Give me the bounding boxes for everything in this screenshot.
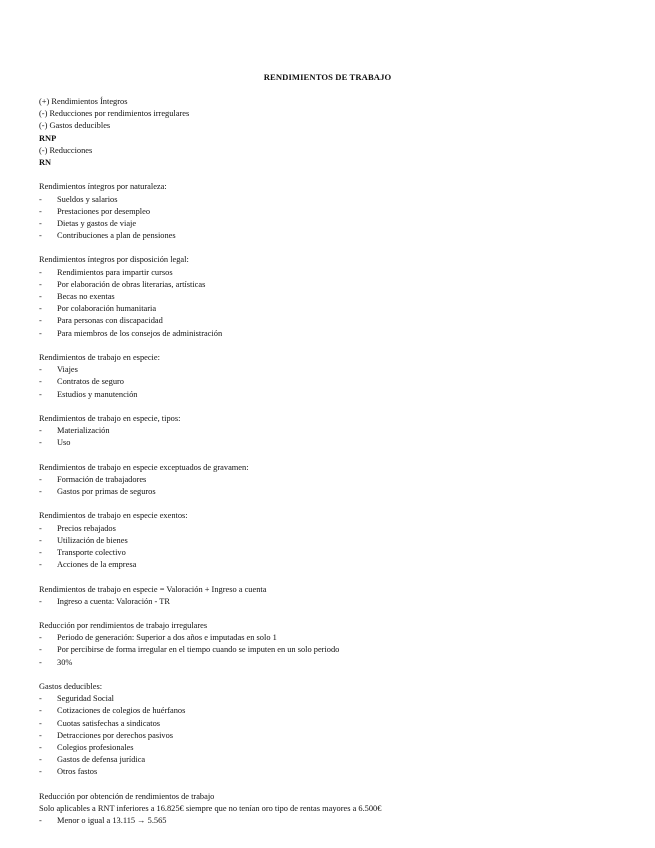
bullet-dash-icon: -: [39, 535, 42, 545]
bullet-list: [39, 693, 629, 778]
section: [39, 254, 629, 339]
list-item-text: Por elaboración de obras literarias, artísticas: [57, 279, 206, 289]
list-item-text: Cuotas satisfechas a sindicatos: [57, 718, 161, 728]
section-heading: Rendimientos íntegros por naturaleza:: [39, 182, 167, 192]
bullet-list: [39, 523, 629, 572]
list-item: [39, 718, 629, 730]
list-item: [39, 279, 629, 291]
bullet-dash-icon: -: [39, 206, 42, 216]
section: [39, 352, 629, 401]
list-item-text: Viajes: [57, 365, 78, 375]
list-item: [39, 766, 629, 778]
list-item-text: Cotizaciones de colegios de huérfanos: [57, 706, 186, 716]
list-item-text: Gastos de defensa jurídica: [57, 755, 146, 765]
sections-container: [39, 181, 629, 827]
intro-total-line: RN: [39, 157, 52, 167]
list-item-text: Estudios y manutención: [57, 389, 138, 399]
list-item: [39, 559, 629, 571]
section-heading: Reducción por obtención de rendimientos de trabajo: [39, 791, 215, 801]
list-item-text: Detracciones por derechos pasivos: [57, 730, 174, 740]
list-item: [39, 754, 629, 766]
list-item: [39, 267, 629, 279]
list-item: [39, 328, 629, 340]
bullet-dash-icon: -: [39, 279, 42, 289]
list-item-text: Materialización: [57, 426, 110, 436]
bullet-list: [39, 474, 629, 498]
list-item-text: Transporte colectivo: [57, 547, 126, 557]
intro-formula-line: (-) Gastos deducibles: [39, 121, 111, 131]
bullet-dash-icon: -: [39, 694, 42, 704]
list-item: [39, 389, 629, 401]
section-heading: Rendimientos de trabajo en especie, tipos:: [39, 413, 181, 423]
bullet-dash-icon: -: [39, 657, 42, 667]
list-item-text: Periodo de generación: Superior a dos años e imputadas en solo 1: [57, 633, 277, 643]
list-item: [39, 291, 629, 303]
list-item-text: Ingreso a cuenta: Valoración - TR: [57, 596, 170, 606]
list-item: [39, 474, 629, 486]
list-item-text: Gastos por primas de seguros: [57, 487, 156, 496]
bullet-dash-icon: -: [39, 718, 42, 728]
list-item-text: Dietas y gastos de viaje: [57, 218, 137, 228]
list-item-text: Para personas con discapacidad: [57, 316, 163, 326]
list-item-text: Por percibirse de forma irregular en el tiempo cuando se imputen en un solo periodo: [57, 645, 340, 655]
section-heading: Rendimientos de trabajo en especie:: [39, 352, 160, 362]
list-item: [39, 705, 629, 717]
list-item: [39, 644, 629, 656]
section: [39, 791, 629, 828]
section-heading: Gastos deducibles:: [39, 682, 103, 691]
bullet-dash-icon: -: [39, 755, 42, 765]
bullet-list: [39, 596, 629, 608]
list-item-text: Contribuciones a plan de pensiones: [57, 231, 176, 241]
intro-formula-line: (+) Rendimientos Íntegros: [39, 97, 128, 106]
list-item: [39, 535, 629, 547]
list-item-text: Utilización de bienes: [57, 535, 128, 545]
list-item: [39, 194, 629, 206]
section: [39, 620, 629, 669]
bullet-dash-icon: -: [39, 767, 42, 777]
document-body: [39, 96, 629, 827]
list-item: [39, 218, 629, 230]
list-item: [39, 315, 629, 327]
document-title: RENDIMIENTOS DE TRABAJO: [263, 72, 392, 82]
list-item-text: 30%: [57, 657, 73, 667]
intro-total-line: RNP: [39, 133, 57, 143]
list-item-text: Becas no exentas: [57, 292, 115, 301]
list-item-text: Por colaboración humanitaria: [57, 304, 157, 314]
list-item: [39, 437, 629, 449]
list-item-text: Prestaciones por desempleo: [57, 206, 151, 216]
list-item: [39, 376, 629, 388]
list-item: [39, 486, 629, 498]
section-heading: Rendimientos de trabajo en especie = Valoración + Ingreso a cuenta: [39, 584, 267, 594]
list-item: [39, 230, 629, 242]
bullet-dash-icon: -: [39, 523, 42, 533]
section-subheading: Solo aplicables a RNT inferiores a 16.825€ siempre que no tenían oro tipo de rentas mayores a 6.500€: [39, 803, 382, 813]
list-item-text: Otros fastos: [57, 767, 98, 777]
list-item-text: Contratos de seguro: [57, 377, 124, 387]
list-item-text: Colegios profesionales: [57, 742, 134, 752]
bullet-dash-icon: -: [39, 438, 42, 448]
bullet-list: [39, 632, 629, 669]
bullet-dash-icon: -: [39, 633, 42, 643]
bullet-dash-icon: -: [39, 474, 42, 484]
list-item-text: Precios rebajados: [57, 523, 116, 533]
bullet-dash-icon: -: [39, 292, 42, 301]
list-item: [39, 742, 629, 754]
list-item-text: Para miembros de los consejos de administración: [57, 328, 223, 338]
bullet-dash-icon: -: [39, 304, 42, 314]
bullet-dash-icon: -: [39, 706, 42, 716]
bullet-list: [39, 815, 629, 827]
bullet-dash-icon: -: [39, 365, 42, 375]
list-item: [39, 523, 629, 535]
list-item-text: Sueldos y salarios: [57, 194, 118, 204]
bullet-list: [39, 425, 629, 449]
section-heading: Reducción por rendimientos de trabajo irregulares: [39, 621, 208, 631]
list-item: [39, 206, 629, 218]
intro-formula-line: (-) Reducciones por rendimientos irregulares: [39, 109, 190, 119]
bullet-dash-icon: -: [39, 231, 42, 241]
list-item: [39, 730, 629, 742]
list-item-text: Seguridad Social: [57, 694, 114, 704]
intro-block: [39, 96, 629, 169]
intro-formula-line: (-) Reducciones: [39, 145, 93, 155]
bullet-dash-icon: -: [39, 560, 42, 570]
section: [39, 681, 629, 779]
list-item: [39, 657, 629, 669]
list-item-text: Menor o igual a 13.115 → 5.565: [57, 816, 167, 826]
list-item: [39, 815, 629, 827]
list-item: [39, 693, 629, 705]
list-item: [39, 364, 629, 376]
section-heading: Rendimientos de trabajo en especie exentos:: [39, 511, 188, 521]
bullet-list: [39, 267, 629, 340]
bullet-dash-icon: -: [39, 328, 42, 338]
bullet-dash-icon: -: [39, 730, 42, 740]
bullet-dash-icon: -: [39, 487, 42, 496]
list-item-text: Formación de trabajadores: [57, 474, 147, 484]
list-item-text: Uso: [57, 438, 71, 448]
section: [39, 413, 629, 450]
list-item: [39, 632, 629, 644]
bullet-dash-icon: -: [39, 547, 42, 557]
list-item: [39, 425, 629, 437]
list-item-text: Rendimientos para impartir cursos: [57, 267, 173, 277]
bullet-list: [39, 194, 629, 243]
section: [39, 462, 629, 499]
list-item: [39, 303, 629, 315]
bullet-dash-icon: -: [39, 816, 42, 826]
list-item-text: Acciones de la empresa: [57, 560, 137, 570]
list-item: [39, 596, 629, 608]
section: [39, 510, 629, 571]
bullet-dash-icon: -: [39, 194, 42, 204]
section: [39, 584, 629, 608]
bullet-dash-icon: -: [39, 389, 42, 399]
section-heading: Rendimientos íntegros por disposición legal:: [39, 255, 189, 265]
section-heading: Rendimientos de trabajo en especie exceptuados de gravamen:: [39, 462, 249, 472]
bullet-dash-icon: -: [39, 377, 42, 387]
bullet-list: [39, 364, 629, 401]
bullet-dash-icon: -: [39, 645, 42, 655]
bullet-dash-icon: -: [39, 742, 42, 752]
section: [39, 181, 629, 242]
bullet-dash-icon: -: [39, 316, 42, 326]
bullet-dash-icon: -: [39, 267, 42, 277]
list-item: [39, 547, 629, 559]
bullet-dash-icon: -: [39, 426, 42, 436]
bullet-dash-icon: -: [39, 218, 42, 228]
bullet-dash-icon: -: [39, 596, 42, 606]
